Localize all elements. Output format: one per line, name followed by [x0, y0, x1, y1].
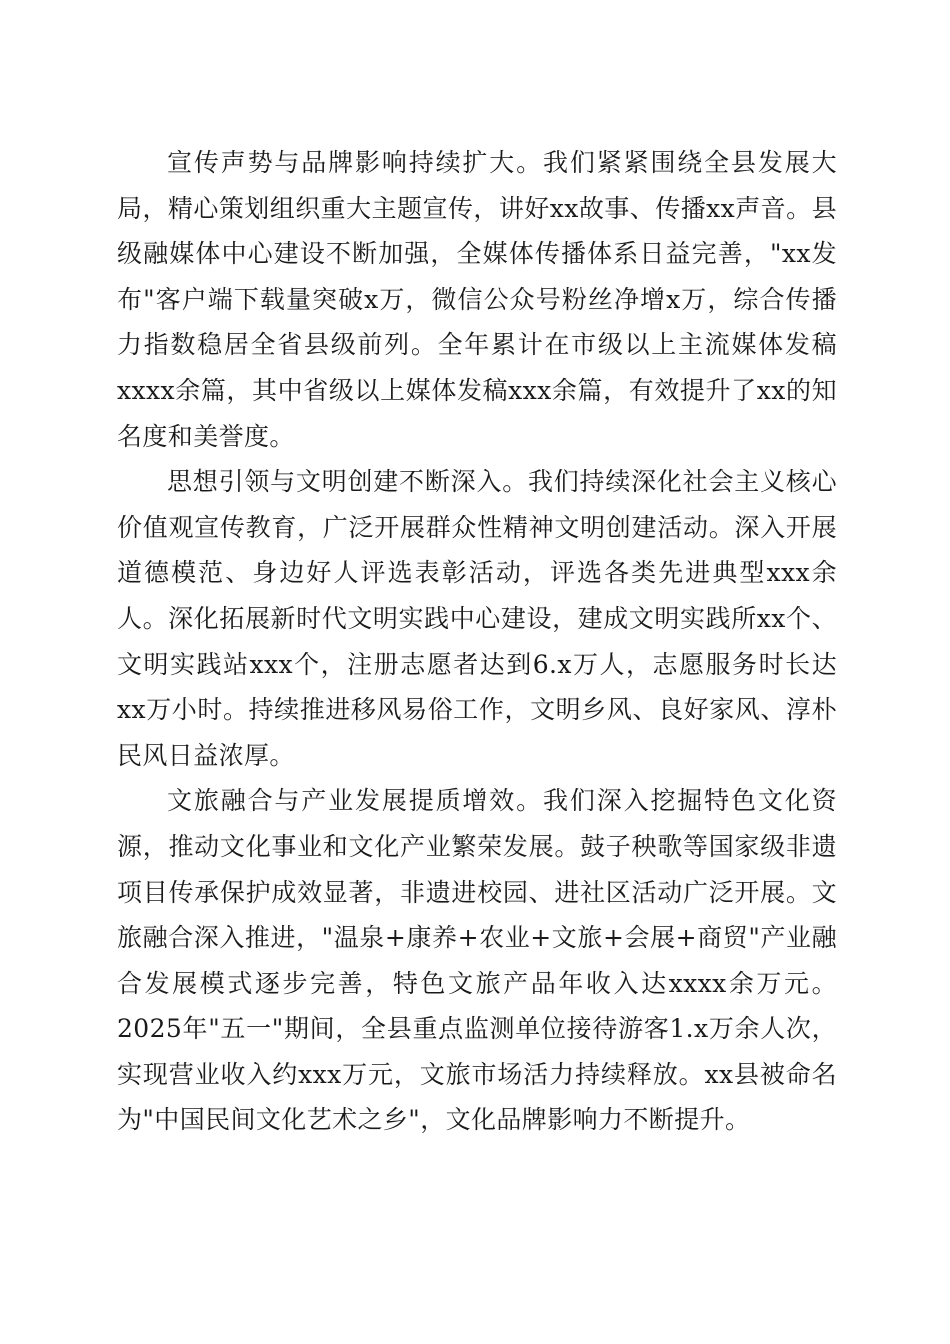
paragraph-culture-tourism: 文旅融合与产业发展提质增效。我们深入挖掘特色文化资源，推动文化事业和文化产业繁荣发展。鼓子秧歌等国家级非遗项目传承保护成效显著，非遗进校园、进社区活动广泛开展。文旅融合深入推进，"温泉+康养+农业+文旅+会展+商贸"产业融合发展模式逐步完善，特色文旅产品年收入达xxxx余万元。2025年"五一"期间，全县重点监测单位接待游客1.x万余人次，实现营业收入约xxx万元，文旅市场活力持续释放。xx县被命名为"中国民间文化艺术之乡"，文化品牌影响力不断提升。: [117, 786, 837, 1135]
paragraph-publicity: 宣传声势与品牌影响持续扩大。我们紧紧围绕全县发展大局，精心策划组织重大主题宣传，讲好xx故事、传播xx声音。县级融媒体中心建设不断加强，全媒体传播体系日益完善，"xx发布"客户端下载量突破x万，微信公众号粉丝净增x万，综合传播力指数稳居全省县级前列。全年累计在市级以上主流媒体发稿xxxx余篇，其中省级以上媒体发稿xxx余篇，有效提升了xx的知名度和美誉度。: [117, 148, 837, 451]
document-body: [117, 140, 837, 1143]
paragraph-civilization: 思想引领与文明创建不断深入。我们持续深化社会主义核心价值观宣传教育，广泛开展群众性精神文明创建活动。深入开展道德模范、身边好人评选表彰活动，评选各类先进典型xxx余人。深化拓展新时代文明实践中心建设，建成文明实践所xx个、文明实践站xxx个，注册志愿者达到6.x万人，志愿服务时长达xx万小时。持续推进移风易俗工作，文明乡风、良好家风、淳朴民风日益浓厚。: [117, 467, 837, 770]
